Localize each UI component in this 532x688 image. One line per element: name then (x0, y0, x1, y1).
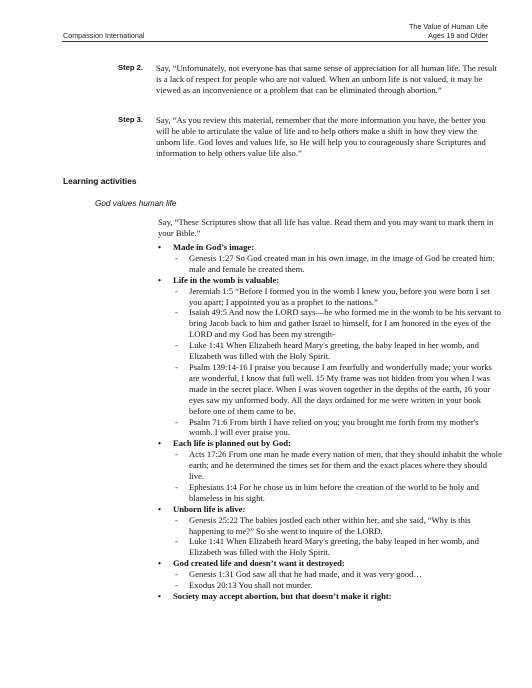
dash-glyph: - (175, 252, 178, 263)
scripture-text: Luke 1:41 When Elizabeth heard Mary's greeting, the baby leaped in her womb, and Elizabeth was filled with the Holy Spirit. (189, 340, 479, 362)
bullet-glyph: • (158, 438, 162, 449)
subsection-title: God values human life (95, 199, 177, 208)
header-organization: Compassion International (63, 31, 145, 40)
header-age-range: Ages 19 and Older (428, 31, 488, 40)
dash-glyph: - (175, 307, 178, 318)
scripture-text: Psalm 71:6 From birth I have relied on you; you brought me forth from my mother's womb. I will ever praise you. (189, 416, 479, 438)
bullet-glyph: • (158, 274, 162, 285)
scripture-text: Psalm 139:14-16 I praise you because I am fearfully and wonderfully made; your works are wonderful, I know that full well. 15 My frame was not hidden from you when I was made in the secret place. When I was woven together in the depths of the earth, 16 your eyes saw my unformed body. All the days ordained for me were written in your book before one of them came to be. (189, 361, 492, 416)
bullet-glyph: • (158, 558, 162, 569)
step-text: Say, “As you review this material, remember that the more information you have, the better you will be able to articulate the value of life and to help others make a shift in how they view the unborn life. God loves and values life, so He will help you to courageously share Scriptures and information to help others value life also.” (156, 115, 486, 158)
bullet-heading: Each life is planned out by God: (173, 438, 291, 449)
dash-glyph: - (175, 569, 178, 580)
bullet-item (158, 242, 504, 275)
bullet-item (158, 275, 504, 439)
scripture-text: Genesis 25:22 The babies jostled each other within her, and she said, “Why is this happening to me?” So she went to inquire of the LORD. (189, 514, 471, 536)
bullet-heading: Unborn life is alive: (173, 503, 246, 514)
dash-glyph: - (175, 449, 178, 460)
header-title: The Value of Human Life (409, 22, 488, 31)
scripture-item (173, 580, 504, 591)
scripture-item (173, 417, 504, 439)
bullet-heading: God created life and doesn’t want it destroyed: (173, 558, 345, 569)
bullet-item (158, 504, 504, 559)
scripture-item (173, 253, 504, 275)
section-title: Learning activities (63, 176, 137, 186)
scripture-item (173, 482, 504, 504)
header-title-block (409, 22, 488, 40)
scripture-text: Jeremiah 1:5 “Before I formed you in the womb I knew you, before you were born I set you apart; I appointed you as a prophet to the nations.” (189, 285, 491, 307)
bullet-heading: Life in the womb is valuable: (173, 274, 280, 285)
scripture-text: Ephesians 1:4 For he chose us in him before the creation of the world to be holy and blameless in his sight. (189, 481, 479, 503)
scripture-item (173, 362, 504, 417)
dash-glyph: - (175, 361, 178, 372)
bullet-heading: Society may accept abortion, but that doesn’t make it right: (173, 591, 392, 601)
dash-glyph: - (175, 536, 178, 547)
scripture-item (173, 307, 504, 340)
bullet-glyph: • (158, 242, 162, 252)
scripture-sublist (173, 253, 504, 275)
header-rule (62, 41, 488, 42)
dash-glyph: - (175, 416, 178, 427)
scripture-sublist (173, 286, 504, 439)
scripture-item (173, 515, 504, 537)
dash-glyph: - (175, 580, 178, 591)
step-2 (118, 63, 498, 96)
bullet-item (158, 591, 504, 602)
scripture-sublist (173, 569, 504, 591)
dash-glyph: - (175, 340, 178, 351)
scripture-item (173, 536, 504, 558)
dash-glyph: - (175, 285, 178, 296)
step-3 (118, 115, 498, 159)
scripture-item (173, 449, 504, 482)
bullet-item (158, 558, 504, 591)
scripture-text: Isaiah 49:5 And now the LORD says—he who formed me in the womb to be his servant to bring Jacob back to him and gather Israel to himself, for I am honored in the eyes of the LORD and my God has been my strength- (189, 307, 501, 340)
step-label: Step 3. (118, 115, 143, 124)
scripture-text: Acts 17:26 From one man he made every nation of men, that they should inhabit the whole earth; and he determined the times set for them and the exact places where they should live. (189, 449, 502, 482)
scripture-text: Genesis 1:31 God saw all that he had made, and it was very good… (189, 569, 422, 580)
scripture-sublist (173, 515, 504, 559)
intro-paragraph: Say, “These Scriptures show that all life has value. Read them and you may want to mark them in your Bible.” (158, 217, 494, 238)
scripture-item (173, 569, 504, 580)
bullet-glyph: • (158, 503, 162, 514)
scripture-sublist (173, 449, 504, 504)
scripture-item (173, 340, 504, 362)
scripture-bullet-list (158, 242, 504, 602)
scripture-text: Exodus 20:13 You shall not murder. (189, 580, 313, 591)
dash-glyph: - (175, 514, 178, 525)
bullet-heading: Made in God’s image: (173, 242, 255, 252)
step-text: Say, “Unfortunately, not everyone has that same sense of appreciation for all human life. The result is a lack of respect for people who are not valued. When an unborn life is not valued, it may be viewed as an inconvenience or a problem that can be eliminated through abortion.” (156, 63, 497, 95)
dash-glyph: - (175, 481, 178, 492)
scripture-text: Luke 1:41 When Elizabeth heard Mary's greeting, the baby leaped in her womb, and Elizabeth was filled with the Holy Spirit. (189, 536, 479, 558)
scripture-text: Genesis 1:27 So God created man in his own image, in the image of God he created him: male and female he created them. (189, 252, 495, 274)
step-label: Step 2. (118, 63, 143, 72)
scripture-item (173, 286, 504, 308)
bullet-item (158, 438, 504, 503)
bullet-glyph: • (158, 591, 162, 601)
